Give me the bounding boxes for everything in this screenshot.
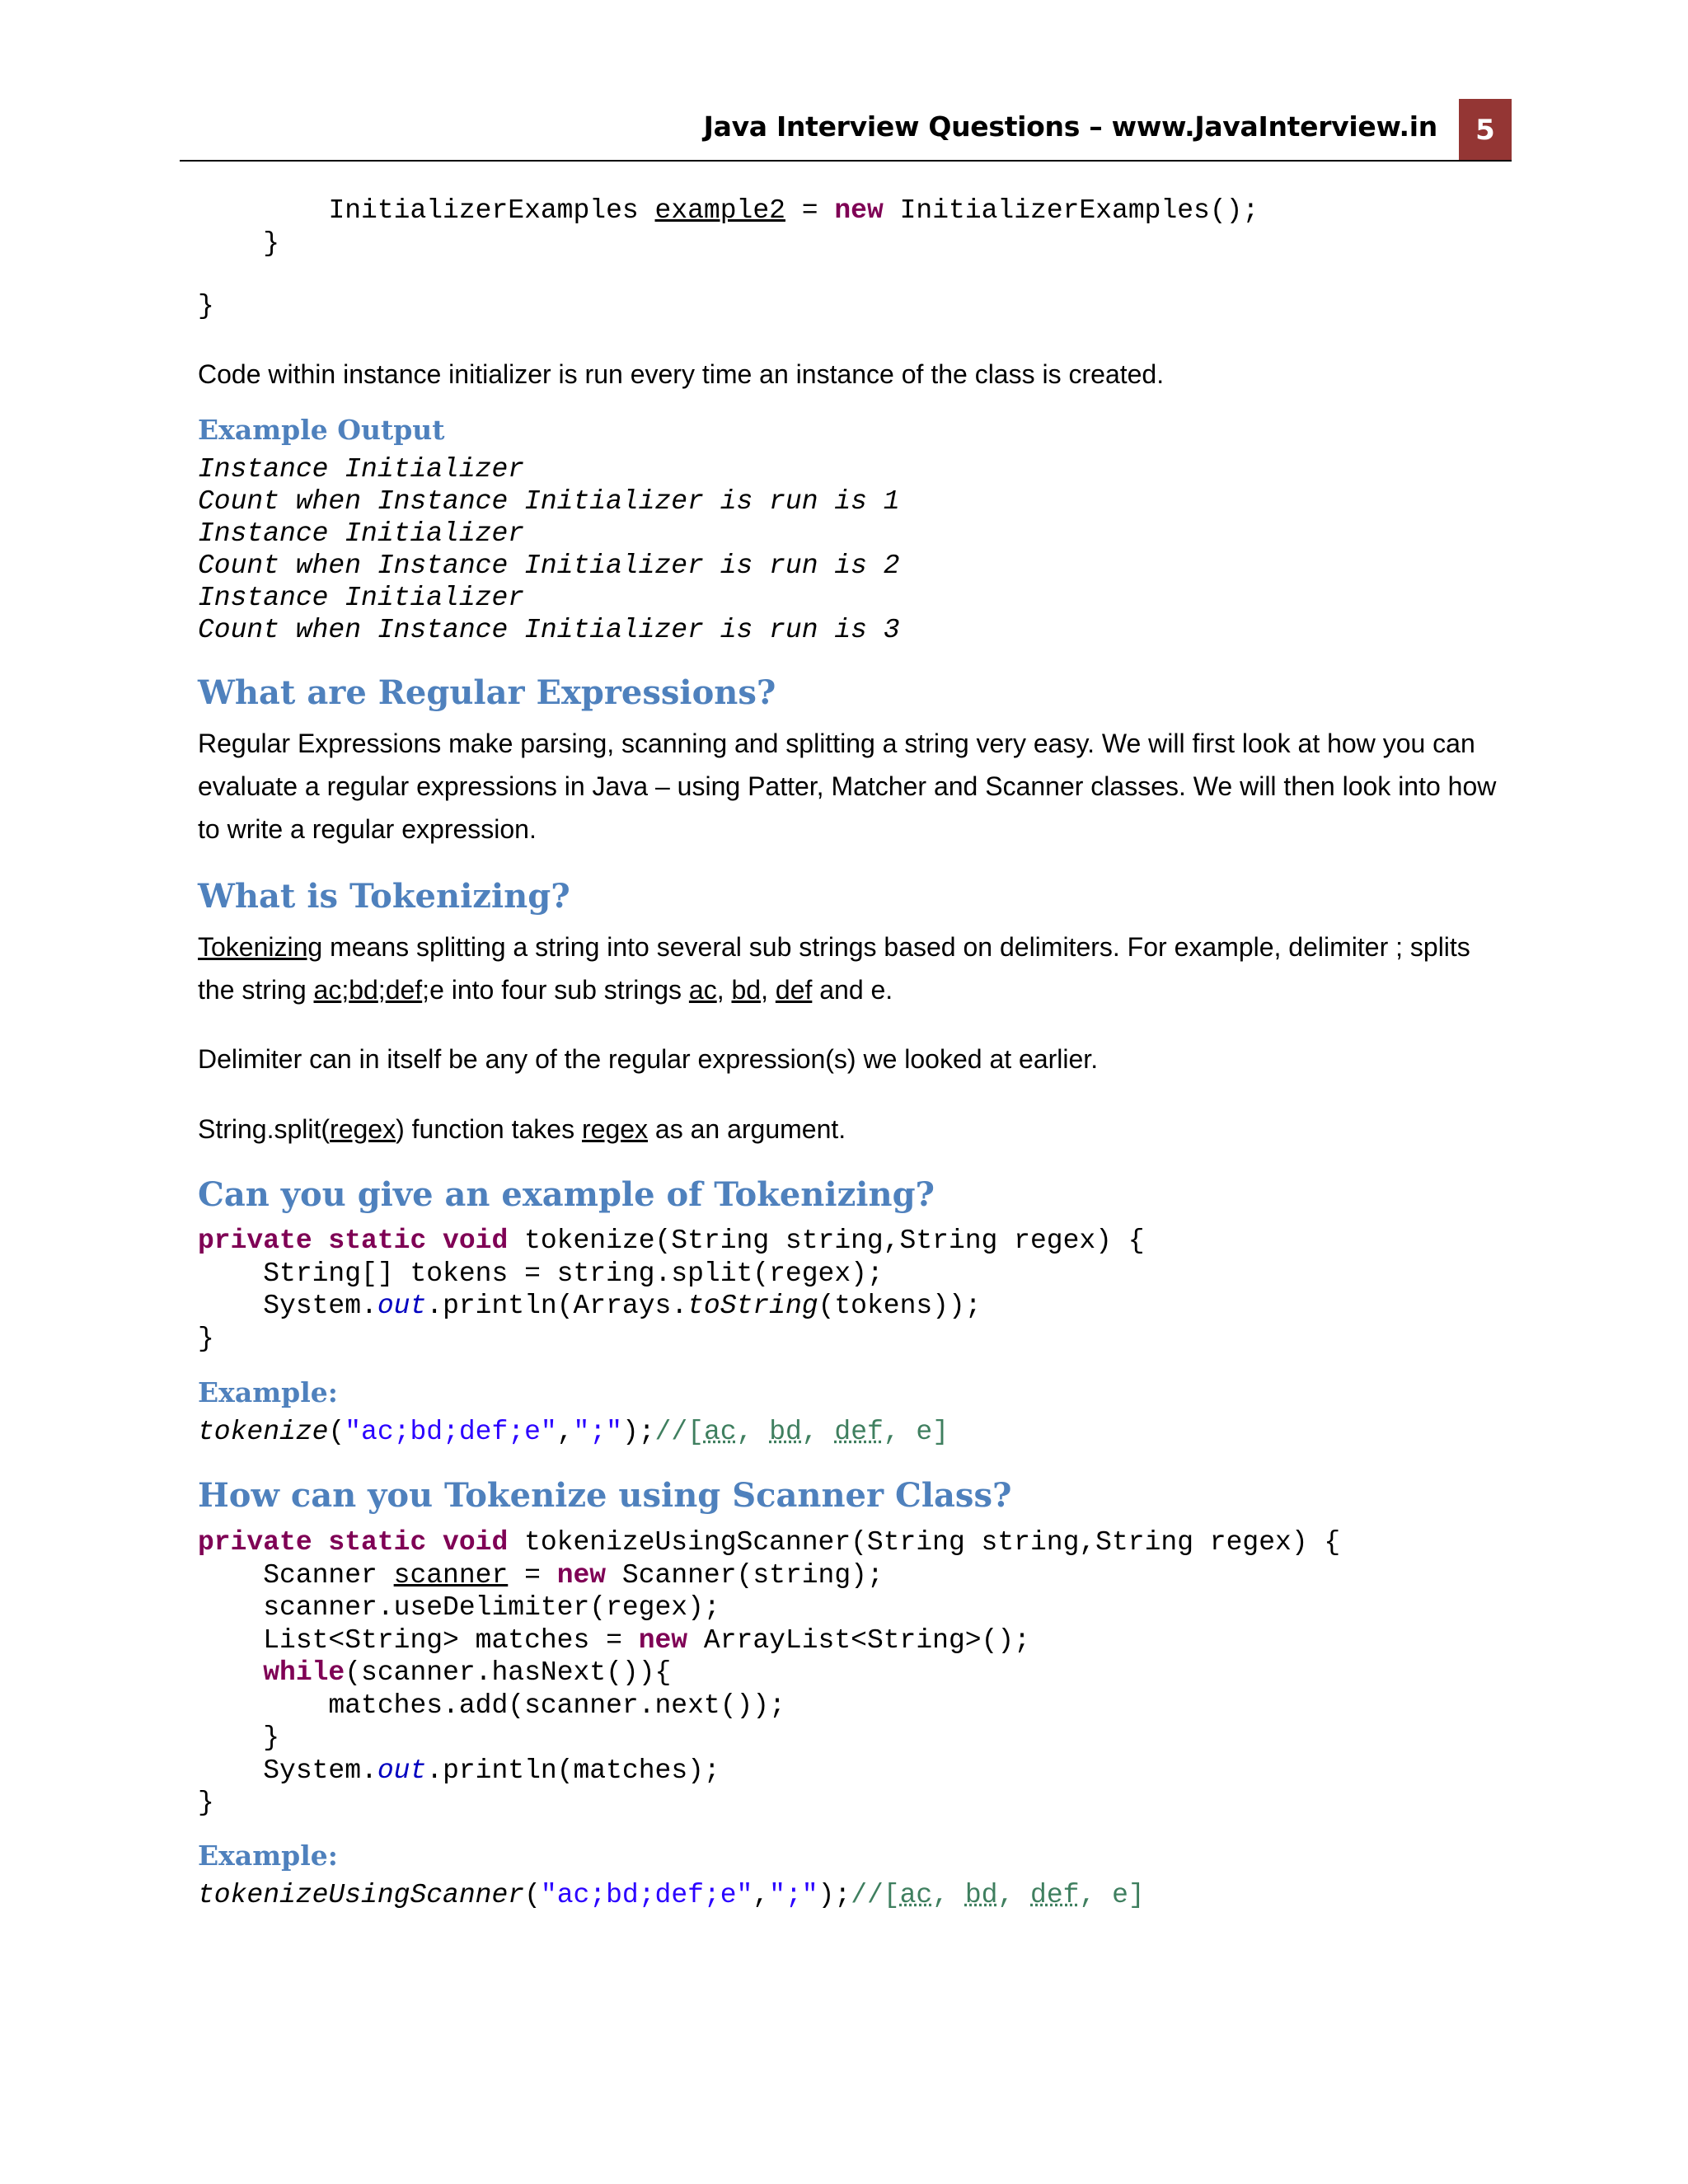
code-line: } — [198, 1722, 280, 1753]
tokenizing-paragraph: Tokenizing means splitting a string into several sub strings based on delimiters. For example, delimiter ; splits the string ac;bd;def;e into four sub strings ac, bd, def and e. — [198, 932, 1470, 1005]
split-paragraph: String.split(regex) function takes regex as an argument. — [198, 1114, 846, 1144]
code-block-tokenize — [198, 1225, 1145, 1355]
page-number: 5 — [1459, 99, 1512, 162]
code-example-tokenize-call: tokenize("ac;bd;def;e",";");//[ac, bd, def, e] — [198, 1417, 950, 1447]
output-line: Count when Instance Initializer is run is 2 — [198, 551, 900, 581]
code-line: matches.add(scanner.next()); — [198, 1690, 785, 1721]
code-line: private static void tokenize(String string,String regex) { — [198, 1226, 1145, 1256]
delimiter-paragraph: Delimiter can in itself be any of the regular expression(s) we looked at earlier. — [198, 1044, 1099, 1074]
code-line: Scanner scanner = new Scanner(string); — [198, 1559, 884, 1591]
initializer-paragraph: Code within instance initializer is run every time an instance of the class is created. — [198, 359, 1165, 389]
code-line: while(scanner.hasNext()){ — [263, 1657, 672, 1688]
section-heading-tokenizing: What is Tokenizing? — [198, 877, 570, 916]
code-line: String[] tokens = string.split(regex); — [198, 1258, 884, 1289]
example-heading-1: Example: — [198, 1376, 338, 1408]
output-line: Instance Initializer — [198, 518, 525, 549]
page-header — [180, 99, 1512, 162]
code-line: } — [263, 227, 280, 259]
example-heading-2: Example: — [198, 1840, 338, 1872]
code-line: private static void tokenizeUsingScanner(String string,String regex) { — [198, 1527, 1341, 1558]
code-line: System.out.println(matches); — [198, 1755, 720, 1786]
code-line: scanner.useDelimiter(regex); — [198, 1592, 720, 1623]
code-block-scanner — [198, 1526, 1340, 1820]
output-line: Instance Initializer — [198, 454, 525, 485]
example-output-heading: Example Output — [198, 414, 445, 446]
output-line: Count when Instance Initializer is run is 1 — [198, 486, 900, 517]
code-closing-brace: } — [198, 291, 214, 321]
header-title: Java Interview Questions – www.JavaInterview.in — [703, 110, 1437, 143]
code-line: System.out.println(Arrays.toString(tokens)); — [198, 1291, 982, 1321]
code-line: } — [198, 1323, 214, 1354]
example-output-block — [198, 453, 900, 646]
regex-paragraph: Regular Expressions make parsing, scanning and splitting a string very easy. We will first look at how you can evaluate a regular expressions in Java – using Patter, Matcher and Scanner classes. We will then look into how to write a regular expression. — [198, 729, 1497, 844]
output-line: Count when Instance Initializer is run is 3 — [198, 615, 900, 645]
code-example-scanner-call: tokenizeUsingScanner("ac;bd;def;e",";");//[ac, bd, def, e] — [198, 1880, 1145, 1910]
section-heading-tokenize-example: Can you give an example of Tokenizing? — [198, 1175, 935, 1214]
output-line: Instance Initializer — [198, 583, 525, 613]
code-block-initializer-end — [198, 194, 1259, 260]
code-line: List<String> matches = new ArrayList<String>(); — [198, 1624, 1030, 1656]
code-line: InitializerExamples example2 = new InitializerExamples(); — [328, 195, 1259, 226]
header-rule — [180, 160, 1512, 162]
section-heading-regex: What are Regular Expressions? — [198, 673, 776, 712]
section-heading-scanner: How can you Tokenize using Scanner Class? — [198, 1476, 1012, 1515]
code-line: } — [198, 1788, 214, 1818]
